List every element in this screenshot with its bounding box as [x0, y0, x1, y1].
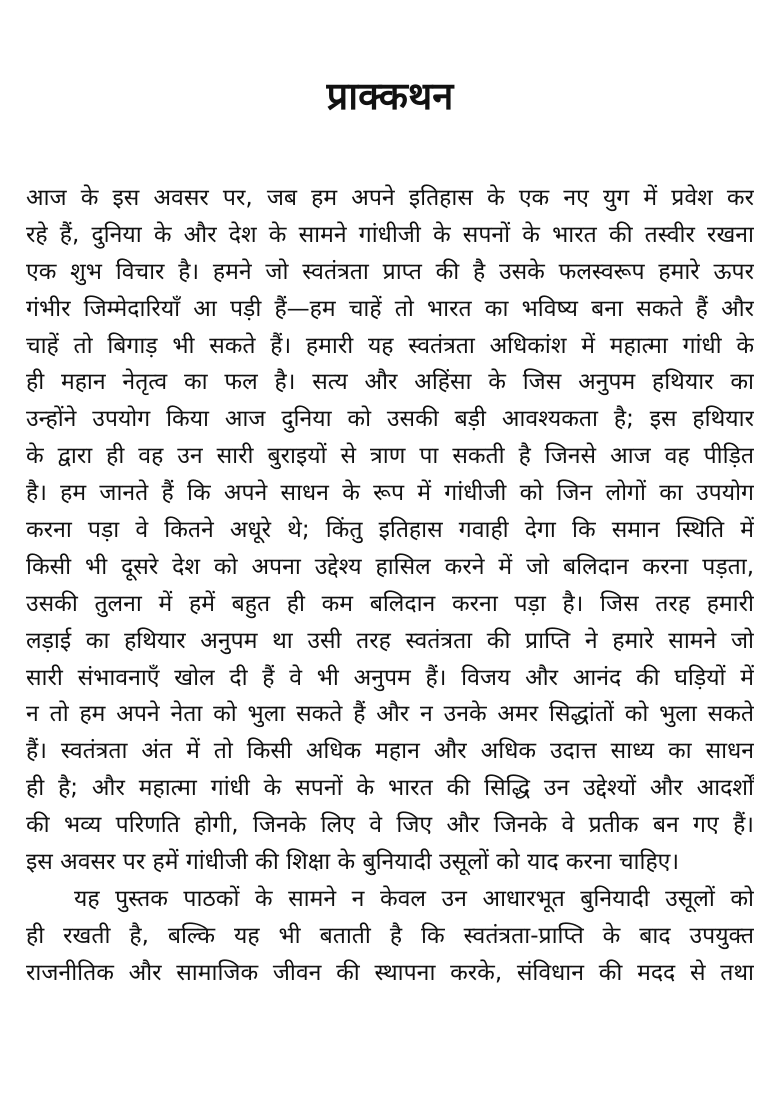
page-title: प्राक्कथन — [326, 74, 454, 118]
text-line: चाहें तो बिगाड़ भी सकते हैं। हमारी यह स्वतंत्रता अधिकांश में महात्मा गांधी के — [26, 332, 754, 359]
text-line: ही रखती है, बल्कि यह भी बताती है कि स्वतंत्रता-प्राप्ति के बाद उपयुक्त — [26, 922, 754, 949]
text-line: ही है; और महात्मा गांधी के सपनों के भारत की सिद्धि उन उद्देश्यों और आदर्शों — [26, 775, 754, 802]
text-line: गंभीर जिम्मेदारियाँ आ पड़ी हैं—हम चाहें तो भारत का भविष्य बना सकते हैं और — [26, 295, 754, 322]
text-line: किसी भी दूसरे देश को अपना उद्देश्य हासिल करने में जो बलिदान करना पड़ता, — [26, 553, 754, 580]
text-line: उन्होंने उपयोग किया आज दुनिया को उसकी बड़ी आवश्यकता है; इस हथियार — [26, 406, 754, 433]
text-line: हैं। स्वतंत्रता अंत में तो किसी अधिक महान और अधिक उदात्त साध्य का साधन — [26, 738, 754, 765]
text-line: करना पड़ा वे कितने अधूरे थे; किंतु इतिहास गवाही देगा कि समान स्थिति में — [26, 517, 754, 544]
text-line: है। हम जानते हैं कि अपने साधन के रूप में गांधीजी को जिन लोगों का उपयोग — [26, 480, 754, 507]
text-line: यह पुस्तक पाठकों के सामने न केवल उन आधारभूत बुनियादी उसूलों को — [74, 885, 754, 912]
text-line: के द्वारा ही वह उन सारी बुराइयों से त्राण पा सकती है जिनसे आज वह पीड़ित — [26, 443, 754, 470]
text-line: उसकी तुलना में हमें बहुत ही कम बलिदान करना पड़ा है। जिस तरह हमारी — [26, 590, 754, 617]
text-line: न तो हम अपने नेता को भुला सकते हैं और न उनके अमर सिद्धांतों को भुला सकते — [26, 701, 754, 728]
text-line: राजनीतिक और सामाजिक जीवन की स्थापना करके, संविधान की मदद से तथा — [26, 959, 754, 986]
text-line: ही महान नेतृत्व का फल है। सत्य और अहिंसा के जिस अनुपम हथियार का — [26, 369, 754, 396]
text-line: एक शुभ विचार है। हमने जो स्वतंत्रता प्राप्त की है उसके फलस्वरूप हमारे ऊपर — [26, 258, 754, 285]
text-line: आज के इस अवसर पर, जब हम अपने इतिहास के एक नए युग में प्रवेश कर — [26, 185, 754, 211]
body-text — [26, 180, 754, 992]
text-line: लड़ाई का हथियार अनुपम था उसी तरह स्वतंत्रता की प्राप्ति ने हमारे सामने जो — [26, 627, 754, 654]
text-line: इस अवसर पर हमें गांधीजी की शिक्षा के बुनियादी उसूलों को याद करना चाहिए। — [26, 849, 680, 876]
text-line: की भव्य परिणति होगी, जिनके लिए वे जिए और जिनके वे प्रतीक बन गए हैं। — [26, 812, 754, 839]
text-line: रहे हैं, दुनिया के और देश के सामने गांधीजी के सपनों के भारत की तस्वीर रखना — [26, 221, 754, 248]
text-line: सारी संभावनाएँ खोल दी हैं वे भी अनुपम हैं। विजय और आनंद की घड़ियों में — [26, 664, 754, 691]
